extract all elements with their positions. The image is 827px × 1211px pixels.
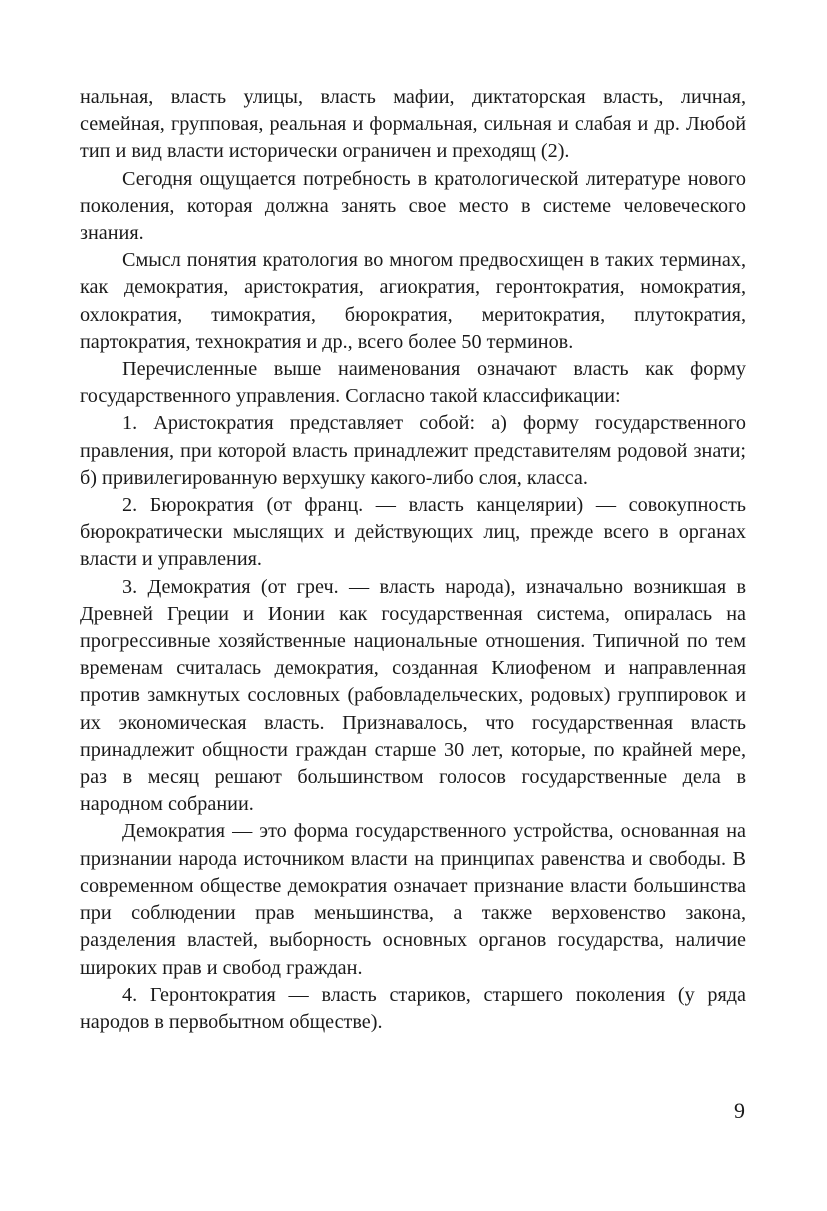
paragraph-continuation: нальная, власть улицы, власть мафии, диктаторская власть, личная, семейная, групповая, реальная и формальная, сильная и слабая и др. Любой тип и вид власти исторически ограничен и преходящ (2). bbox=[80, 86, 746, 163]
paragraph-democracy-greek: 3. Демократия (от греч. — власть народа), изначально возникшая в Древней Греции и Ионии как государственная система, опиралась на прогрессивные хозяйственные национальные отношения. Типичной по тем временам считалась демократия, созданная Клиофеном и направленная против замкнутых сословных (рабовладельческих, родовых) группировок и их экономическая власть. Признавалось, что государственная власть принадлежит общности граждан старше 30 лет, которые, по крайней мере, раз в месяц решают большинством голосов государственные дела в народном собрании. bbox=[80, 575, 746, 816]
paragraph-bureaucracy: 2. Бюрократия (от франц. — власть канцелярии) — совокупность бюрократически мыслящих и действующих лиц, прежде всего в органах власти и управления. bbox=[80, 494, 746, 571]
paragraph-need-literature: Сегодня ощущается потребность в кратологической литературе нового поколения, которая должна занять свое место в системе человеческого знания. bbox=[80, 167, 746, 245]
body-text bbox=[80, 84, 746, 1036]
paragraph-kratology-terms: Смысл понятия кратология во многом предвосхищен в таких терминах, как демократия, аристократия, агиократия, геронтократия, номократия, охлократия, тимократия, бюрократия, меритократия, плутократия, партократия, технократия и др., всего более 50 терминов. bbox=[80, 249, 746, 353]
paragraph-democracy-definition: Демократия — это форма государственного устройства, основанная на признании народа источником власти на принципах равенства и свободы. В современном обществе демократия означает признание власти большинства при соблюдении прав меньшинства, а также верховенство закона, разделения властей, выборность основных органов государства, наличие широких прав и свобод граждан. bbox=[80, 820, 746, 979]
paragraph-classification-intro: Перечисленные выше наименования означают власть как форму государственного управления. Согласно такой классификации: bbox=[80, 358, 746, 408]
paragraph-aristocracy: 1. Аристократия представляет собой: а) форму государственного правления, при которой власть принадлежит представителям родовой знати; б) привилегированную верхушку какого-либо слоя, класса. bbox=[80, 412, 746, 489]
page-number: 9 bbox=[734, 1098, 745, 1123]
paragraph-gerontocracy: 4. Геронтократия — власть стариков, старшего поколения (у ряда народов в первобытном обществе). bbox=[80, 983, 746, 1033]
